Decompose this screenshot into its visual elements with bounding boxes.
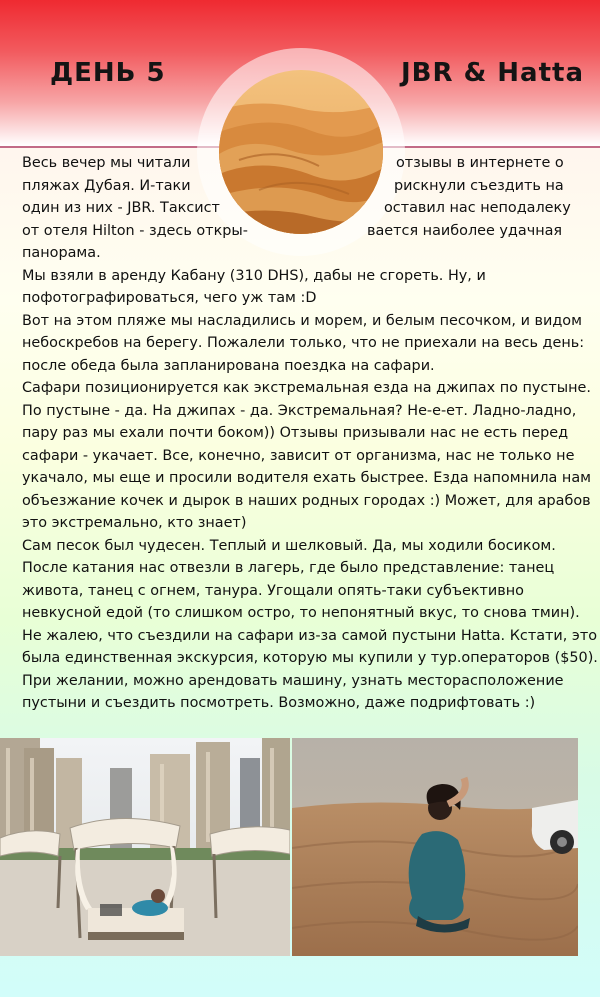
- text-line: пустыни и съездить посмотреть. Возможно, даже подрифтовать :): [22, 695, 536, 711]
- wrapped-line-right: вается наиболее удачная: [367, 222, 563, 239]
- text-line: невкусной едой (то слишком остро, то непонятный вкус, то снова тмин).: [22, 605, 580, 621]
- text-line: пофотографироваться, чего уж там :D: [22, 290, 317, 306]
- text-line: Мы взяли в аренду Кабану (310 DHS), дабы не сгореть. Ну, и: [22, 267, 486, 284]
- wrapped-line-left: один из них - JBR. Таксист: [22, 200, 220, 216]
- jbr-beach-cabana-photo: [0, 738, 290, 956]
- text-line: По пустыне - да. На джипах - да. Экстремальная? Не-е-ет. Ладно-ладно,: [22, 402, 577, 419]
- text-line: Не жалею, что съездили на сафари из-за самой пустыни Hatta. Кстати, это: [22, 627, 598, 644]
- text-line: Сафари позиционируется как экстремальная езда на джипах по пустыне.: [22, 380, 591, 396]
- text-line: сафари - укачает. Все, конечно, зависит от организма, нас не только не: [22, 447, 575, 464]
- text-line: была единственная экскурсия, которую мы купили у тур.операторов ($50).: [22, 650, 598, 666]
- wrapped-line-right: отзывы в интернете о: [396, 155, 564, 171]
- wrapped-line: [22, 220, 578, 243]
- wrapped-line-left: от отеля Hilton - здесь откры-: [22, 222, 248, 239]
- text-line: это экстремально, кто знает): [22, 515, 247, 531]
- wrapped-line-left: Весь вечер мы читали: [22, 155, 191, 171]
- text-line: панорама.: [22, 245, 101, 261]
- text-line: небоскребов на берегу. Пожалели только, что не приехали на весь день:: [22, 335, 585, 351]
- text-line: Вот на этом пляже мы насладились и морем, и белым песочком, и видом: [22, 312, 582, 329]
- text-line: Сам песок был чудесен. Теплый и шелковый. Да, мы ходили босиком.: [22, 537, 556, 554]
- place-title: JBR & Hatta: [401, 58, 584, 88]
- wrapped-line-left: пляжах Дубая. И-таки: [22, 177, 191, 194]
- wrapped-line-right: рискнули съездить на: [394, 177, 564, 194]
- wrapped-line: [22, 152, 578, 175]
- text-line: После катания нас отвезли в лагерь, где было представление: танец: [22, 560, 555, 576]
- text-line: укачало, мы еще и просили водителя ехать быстрее. Езда напомнила нам: [22, 470, 592, 486]
- text-line: живота, танец с огнем, танура. Угощали опять-таки субъективно: [22, 582, 524, 599]
- text-line: объезжание кочек и дырок в наших родных городах :) Может, для арабов: [22, 492, 591, 509]
- wrapped-line-right: оставил нас неподалеку: [384, 200, 571, 216]
- text-line: При желании, можно арендовать машину, узнать месторасположение: [22, 672, 564, 689]
- hatta-desert-photo: [292, 738, 578, 956]
- text-line: после обеда была запланирована поездка на сафари.: [22, 357, 435, 374]
- wrapped-line: [22, 175, 578, 198]
- wrapped-line: [22, 197, 578, 220]
- article-text: [22, 152, 598, 715]
- text-line: пару раз мы ехали почти боком)) Отзывы призывали нас не есть перед: [22, 425, 569, 441]
- day-title: ДЕНЬ 5: [50, 58, 166, 88]
